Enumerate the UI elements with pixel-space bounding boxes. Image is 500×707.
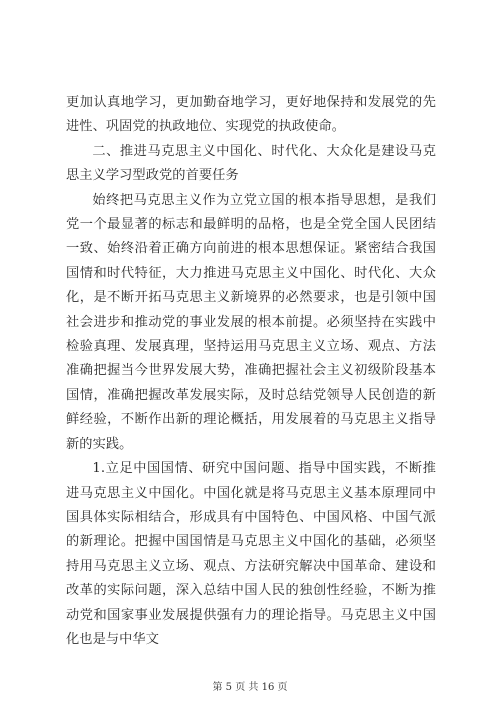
document-body xyxy=(66,91,436,652)
page-number-footer: 第 5 页 共 16 页 xyxy=(212,682,288,693)
body-paragraph: 1.立足中国国情、研究中国问题、指导中国实践，不断推进马克思主义中国化。中国化就是将马克思主义基本原理同中国具体实际相结合，形成具有中国特色、中国风格、中国气派的新理论。把握中国国情是马克思主义中国化的基础，必须坚持用马克思主义立场、观点、方法研究解决中国革命、建设和改革的实际问题，深入总结中国人民的独创性经验，不断为推动党和国家事业发展提供强有力的理论指导。马克思主义中国化也是与中华文 xyxy=(66,461,436,647)
section-heading: 二、推进马克思主义中国化、时代化、大众化是建设马克思主义学习型政党的首要任务 xyxy=(66,143,436,184)
body-paragraph: 始终把马克思主义作为立党立国的根本指导思想，是我们党一个最显著的标志和最鲜明的品格，也是全党全国人民团结一致、始终沿着正确方向前进的根本思想保证。紧密结合我国国情和时代特征，大力推进马克思主义中国化、时代化、大众化，是不断开拓马克思主义新境界的必然要求，也是引领中国社会进步和推动党的事业发展的根本前提。必须坚持在实践中检验真理、发展真理，坚持运用马克思主义立场、观点、方法准确把握当今世界发展大势，准确把握社会主义初级阶段基本国情，准确把握改革发展实际，及时总结党领导人民创造的新鲜经验，不断作出新的理论概括，用发展着的马克思主义指导新的实践。 xyxy=(66,192,436,452)
paragraph-continuation: 更加认真地学习，更加勤奋地学习，更好地保持和发展党的先进性、巩固党的执政地位、实现党的执政使命。 xyxy=(66,95,436,135)
